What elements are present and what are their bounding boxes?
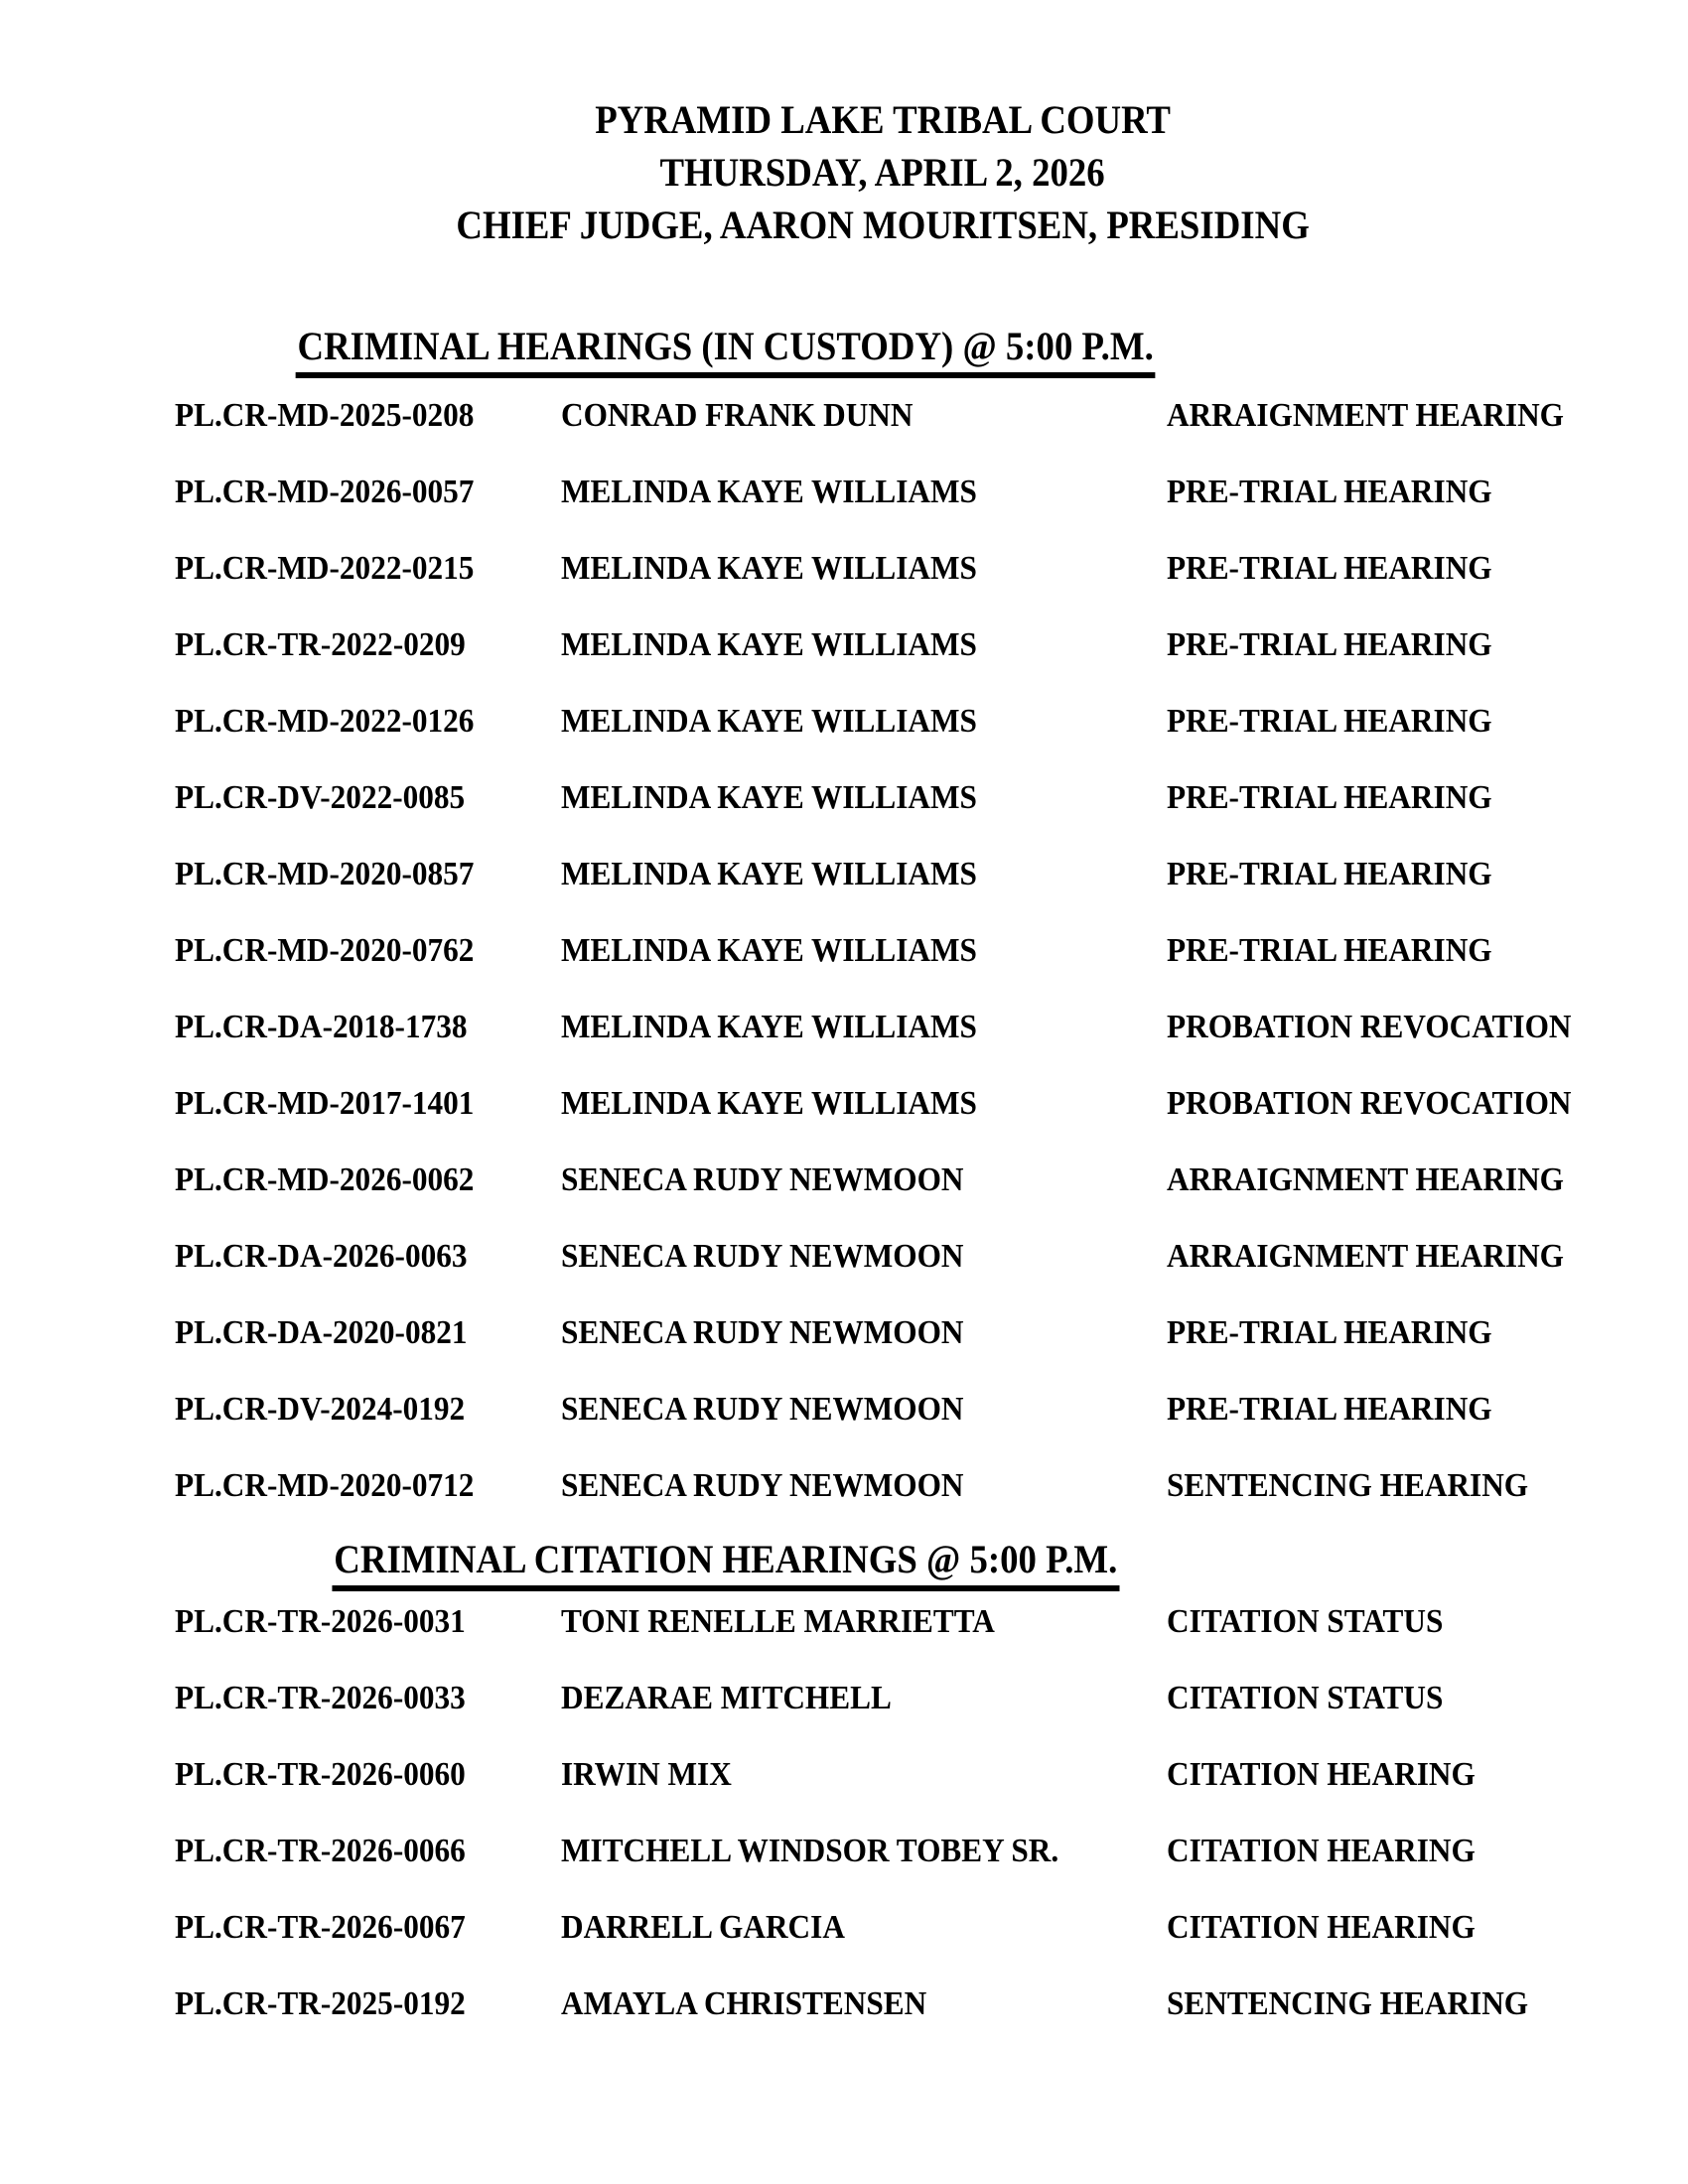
case-number-text: PL.CR-MD-2022-0215 [175, 550, 475, 587]
defendant-name [561, 1660, 920, 1736]
section-heading-text: CRIMINAL HEARINGS (IN CUSTODY) @ 5:00 P.M. [296, 323, 1156, 378]
defendant-name [561, 1447, 999, 1524]
case-number [175, 377, 500, 454]
hearing-type-text: PRE-TRIAL HEARING [1167, 703, 1492, 740]
case-number [175, 1966, 491, 2042]
hearing-type [1167, 836, 1520, 912]
case-number [175, 836, 500, 912]
defendant-name [561, 1966, 958, 2042]
docket-row [0, 836, 1688, 912]
case-number-text: PL.CR-TR-2026-0066 [175, 1833, 466, 1869]
case-number [175, 1889, 491, 1966]
defendant-name-text: TONI RENELLE MARRIETTA [561, 1603, 995, 1640]
defendant-name-text: DARRELL GARCIA [561, 1909, 845, 1946]
hearing-type-text: PROBATION REVOCATION [1167, 1085, 1572, 1122]
case-number-text: PL.CR-MD-2026-0057 [175, 474, 475, 510]
presiding-judge-text: CHIEF JUDGE, AARON MOURITSEN, PRESIDING [456, 203, 1310, 247]
hearing-type [1167, 912, 1520, 989]
docket-row [0, 1065, 1688, 1142]
defendant-name-text: CONRAD FRANK DUNN [561, 397, 914, 434]
docket-date [77, 146, 1688, 199]
case-number [175, 454, 500, 530]
docket-row [0, 1966, 1688, 2042]
defendant-name-text: MITCHELL WINDSOR TOBEY SR. [561, 1833, 1059, 1869]
hearing-type [1167, 1660, 1468, 1736]
docket-row [0, 1142, 1688, 1218]
court-name-text: PYRAMID LAKE TRIBAL COURT [595, 97, 1171, 142]
hearing-type [1167, 683, 1520, 759]
docket-row [0, 1583, 1688, 1660]
defendant-name [561, 683, 1013, 759]
defendant-name-text: DEZARAE MITCHELL [561, 1680, 892, 1716]
defendant-name [561, 989, 1013, 1065]
hearing-type [1167, 1966, 1560, 2042]
docket-row [0, 1660, 1688, 1736]
defendant-name [561, 1142, 999, 1218]
docket-row [0, 1736, 1688, 1813]
hearing-type [1167, 530, 1520, 607]
hearing-type-text: CITATION STATUS [1167, 1603, 1444, 1640]
case-number-text: PL.CR-MD-2025-0208 [175, 397, 475, 434]
hearing-type-text: SENTENCING HEARING [1167, 1985, 1529, 2022]
hearing-type-text: CITATION HEARING [1167, 1833, 1476, 1869]
docket-row [0, 989, 1688, 1065]
hearing-type-text: PRE-TRIAL HEARING [1167, 1391, 1492, 1428]
case-number-text: PL.CR-MD-2020-0762 [175, 932, 475, 969]
hearing-type-text: PRE-TRIAL HEARING [1167, 932, 1492, 969]
case-number-text: PL.CR-MD-2017-1401 [175, 1085, 475, 1122]
case-number [175, 1660, 491, 1736]
hearing-type [1167, 1218, 1599, 1295]
hearing-type-text: ARRAIGNMENT HEARING [1167, 1238, 1565, 1275]
docket-row [0, 1218, 1688, 1295]
docket-date-text: THURSDAY, APRIL 2, 2026 [659, 150, 1106, 195]
defendant-name [561, 454, 1013, 530]
section-rows [0, 377, 1688, 1524]
defendant-name-text: MELINDA KAYE WILLIAMS [561, 1009, 977, 1045]
case-number-text: PL.CR-TR-2026-0067 [175, 1909, 466, 1946]
docket-row [0, 1813, 1688, 1889]
defendant-name-text: IRWIN MIX [561, 1756, 732, 1793]
case-number [175, 1295, 492, 1371]
hearing-type-text: CITATION HEARING [1167, 1756, 1476, 1793]
defendant-name-text: AMAYLA CHRISTENSEN [561, 1985, 927, 2022]
case-number [175, 1583, 491, 1660]
hearing-type [1167, 989, 1607, 1065]
hearing-type-text: PRE-TRIAL HEARING [1167, 1314, 1492, 1351]
case-number [175, 1371, 491, 1447]
case-number-text: PL.CR-MD-2020-0712 [175, 1467, 475, 1504]
hearing-type [1167, 759, 1520, 836]
court-name [77, 93, 1688, 146]
docket-row [0, 1889, 1688, 1966]
defendant-name [561, 1218, 999, 1295]
hearing-type [1167, 1295, 1520, 1371]
defendant-name-text: MELINDA KAYE WILLIAMS [561, 932, 977, 969]
section-heading-text: CRIMINAL CITATION HEARINGS @ 5:00 P.M. [333, 1536, 1120, 1591]
case-number-text: PL.CR-TR-2025-0192 [175, 1985, 466, 2022]
hearing-type [1167, 1583, 1468, 1660]
defendant-name-text: MELINDA KAYE WILLIAMS [561, 626, 977, 663]
hearing-type [1167, 1065, 1607, 1142]
defendant-name-text: MELINDA KAYE WILLIAMS [561, 474, 977, 510]
hearing-type-text: PROBATION REVOCATION [1167, 1009, 1572, 1045]
docket-row [0, 759, 1688, 836]
case-number-text: PL.CR-DV-2024-0192 [175, 1391, 466, 1428]
defendant-name [561, 1813, 1102, 1889]
docket-row [0, 377, 1688, 454]
hearing-type-text: PRE-TRIAL HEARING [1167, 856, 1492, 892]
case-number [175, 1142, 500, 1218]
defendant-name-text: SENECA RUDY NEWMOON [561, 1161, 964, 1198]
hearing-type [1167, 1736, 1502, 1813]
defendant-name [561, 1889, 870, 1966]
defendant-name [561, 1583, 1033, 1660]
hearing-type-text: SENTENCING HEARING [1167, 1467, 1529, 1504]
case-number [175, 1447, 500, 1524]
docket-row [0, 530, 1688, 607]
case-number-text: PL.CR-MD-2022-0126 [175, 703, 475, 740]
case-number [175, 607, 491, 683]
docket-row [0, 1447, 1688, 1524]
case-number [175, 759, 491, 836]
docket-row [0, 1371, 1688, 1447]
case-number [175, 1813, 491, 1889]
case-number [175, 530, 500, 607]
defendant-name-text: SENECA RUDY NEWMOON [561, 1467, 964, 1504]
docket-header [77, 93, 1688, 251]
defendant-name-text: SENECA RUDY NEWMOON [561, 1314, 964, 1351]
hearing-type [1167, 1142, 1599, 1218]
docket-row [0, 607, 1688, 683]
case-number [175, 1065, 500, 1142]
case-number-text: PL.CR-DV-2022-0085 [175, 779, 466, 816]
hearing-type-text: CITATION HEARING [1167, 1909, 1476, 1946]
defendant-name-text: MELINDA KAYE WILLIAMS [561, 856, 977, 892]
defendant-name [561, 1065, 1013, 1142]
defendant-name [561, 530, 1013, 607]
hearing-type-text: PRE-TRIAL HEARING [1167, 550, 1492, 587]
case-number-text: PL.CR-MD-2026-0062 [175, 1161, 475, 1198]
case-number-text: PL.CR-TR-2026-0060 [175, 1756, 466, 1793]
defendant-name-text: MELINDA KAYE WILLIAMS [561, 779, 977, 816]
defendant-name-text: MELINDA KAYE WILLIAMS [561, 1085, 977, 1122]
case-number-text: PL.CR-TR-2022-0209 [175, 626, 466, 663]
defendant-name [561, 607, 1013, 683]
docket-row [0, 683, 1688, 759]
defendant-name [561, 1371, 999, 1447]
case-number-text: PL.CR-DA-2018-1738 [175, 1009, 468, 1045]
section-heading [175, 323, 1277, 378]
defendant-name [561, 377, 943, 454]
case-number-text: PL.CR-DA-2020-0821 [175, 1314, 468, 1351]
docket-row [0, 1295, 1688, 1371]
docket-row [0, 912, 1688, 989]
hearing-type-text: CITATION STATUS [1167, 1680, 1444, 1716]
case-number [175, 1736, 491, 1813]
case-number-text: PL.CR-TR-2026-0033 [175, 1680, 466, 1716]
hearing-type [1167, 607, 1520, 683]
case-number [175, 683, 500, 759]
hearing-type-text: ARRAIGNMENT HEARING [1167, 397, 1565, 434]
hearing-type-text: PRE-TRIAL HEARING [1167, 474, 1492, 510]
hearing-type [1167, 454, 1520, 530]
case-number-text: PL.CR-MD-2020-0857 [175, 856, 475, 892]
defendant-name [561, 912, 1013, 989]
hearing-type [1167, 1371, 1520, 1447]
defendant-name-text: SENECA RUDY NEWMOON [561, 1238, 964, 1275]
defendant-name [561, 836, 1013, 912]
defendant-name-text: MELINDA KAYE WILLIAMS [561, 703, 977, 740]
hearing-type [1167, 377, 1599, 454]
case-number-text: PL.CR-DA-2026-0063 [175, 1238, 468, 1275]
defendant-name-text: SENECA RUDY NEWMOON [561, 1391, 964, 1428]
defendant-name [561, 1295, 999, 1371]
hearing-type [1167, 1813, 1502, 1889]
docket-row [0, 454, 1688, 530]
defendant-name [561, 759, 1013, 836]
section-rows [0, 1583, 1688, 2042]
hearing-type [1167, 1447, 1560, 1524]
hearing-type-text: PRE-TRIAL HEARING [1167, 779, 1492, 816]
defendant-name [561, 1736, 747, 1813]
case-number [175, 912, 500, 989]
case-number-text: PL.CR-TR-2026-0031 [175, 1603, 466, 1640]
case-number [175, 1218, 492, 1295]
case-number [175, 989, 492, 1065]
hearing-type-text: PRE-TRIAL HEARING [1167, 626, 1492, 663]
defendant-name-text: MELINDA KAYE WILLIAMS [561, 550, 977, 587]
presiding-judge [77, 199, 1688, 251]
hearing-type [1167, 1889, 1502, 1966]
hearing-type-text: ARRAIGNMENT HEARING [1167, 1161, 1565, 1198]
